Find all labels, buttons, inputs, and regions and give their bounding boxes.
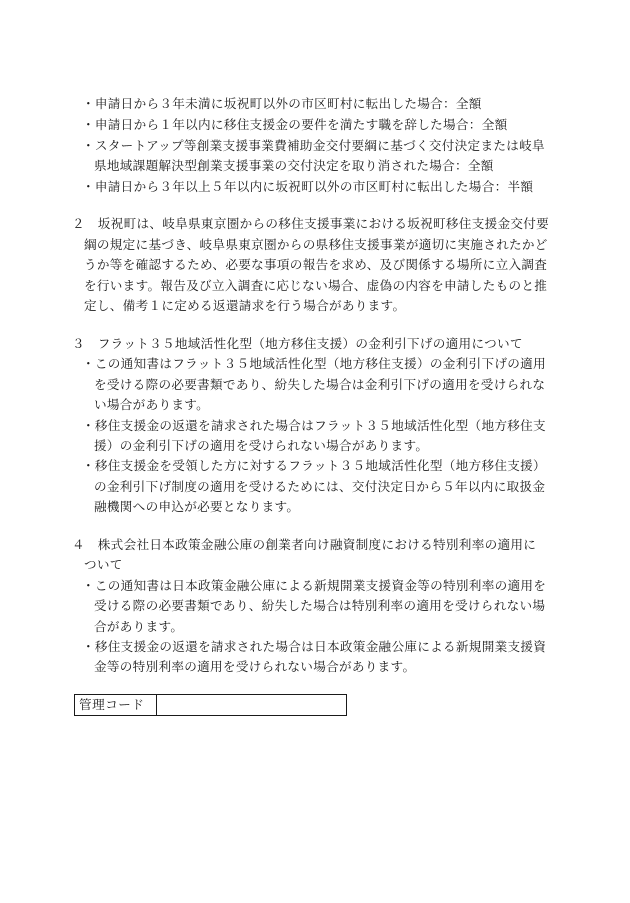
section-3-heading: ３ フラット３５地域活性化型（地方移住支援）の金利引下げの適用について [72,336,523,351]
section-2-line4: を行います。報告及び立入調査に応じない場合、虚偽の内容を申請したものと推 [84,278,548,293]
refund-condition-4: ・申請日から３年以上５年以内に坂祝町以外の市区町村に転出した場合：半額 [82,179,534,194]
section-2-line5: 定し、備考１に定める返還請求を行う場合があります。 [84,298,406,313]
management-code-value [157,695,346,715]
section-3-bullet-2-line2: 援）の金利引下げの適用を受けられない場合があります。 [94,438,429,453]
section-4-heading-line1: ４ 株式会社日本政策金融公庫の創業者向け融資制度における特別利率の適用に [72,537,537,552]
management-code-label: 管理コード [75,695,157,715]
section-2-line3: うか等を確認するため、必要な事項の報告を求め、及び関係する場所に立入調査 [84,257,548,272]
section-3-bullet-1-line2: を受ける際の必要書類であり、紛失した場合は金利引下げの適用を受けられな [94,377,546,392]
section-4-bullet-1-line3: 合があります。 [94,619,184,634]
section-3-bullet-1-line1: ・この通知書はフラット３５地域活性化型（地方移住支援）の金利引下げの適用 [82,356,546,371]
refund-condition-3-line2: 県地域課題解決型創業支援事業の交付決定を取り消された場合：全額 [94,158,494,173]
section-4-bullet-1-line1: ・この通知書は日本政策金融公庫による新規開業支援資金等の特別利率の適用を [82,578,547,593]
section-3-bullet-3-line3: 融機関への申込が必要となります。 [94,499,300,514]
section-3-bullet-3-line1: ・移住支援金を受領した方に対するフラット３５地域活性化型（地方移住支援） [82,458,546,473]
section-3-bullet-3-line2: の金利引下げ制度の適用を受けるためには、交付決定日から５年以内に取扱金 [94,479,546,494]
management-code-table [74,694,347,716]
section-2-line1: ２ 坂祝町は、岐阜県東京圏からの移住支援事業における坂祝町移住支援金交付要 [72,216,550,231]
section-4-bullet-2-line1: ・移住支援金の返還を請求された場合は日本政策金融公庫による新規開業支援資 [82,639,547,654]
refund-condition-1: ・申請日から３年未満に坂祝町以外の市区町村に転出した場合：全額 [82,96,482,111]
section-3-bullet-1-line3: い場合があります。 [94,397,210,412]
section-4-bullet-2-line2: 金等の特別利率の適用を受けられない場合があります。 [94,659,416,674]
refund-condition-3-line1: ・スタートアップ等創業支援事業費補助金交付要綱に基づく交付決定または岐阜 [82,138,545,153]
section-4-heading-line2: ついて [84,557,123,572]
refund-condition-2: ・申請日から１年以内に移住支援金の要件を満たす職を辞した場合：全額 [82,117,508,132]
section-4-bullet-1-line2: 受ける際の必要書類であり、紛失した場合は特別利率の適用を受けられない場 [94,598,546,613]
section-2-line2: 綱の規定に基づき、岐阜県東京圏からの県移住支援事業が適切に実施されたかど [84,237,548,252]
section-3-bullet-2-line1: ・移住支援金の返還を請求された場合はフラット３５地域活性化型（地方移住支 [82,418,546,433]
